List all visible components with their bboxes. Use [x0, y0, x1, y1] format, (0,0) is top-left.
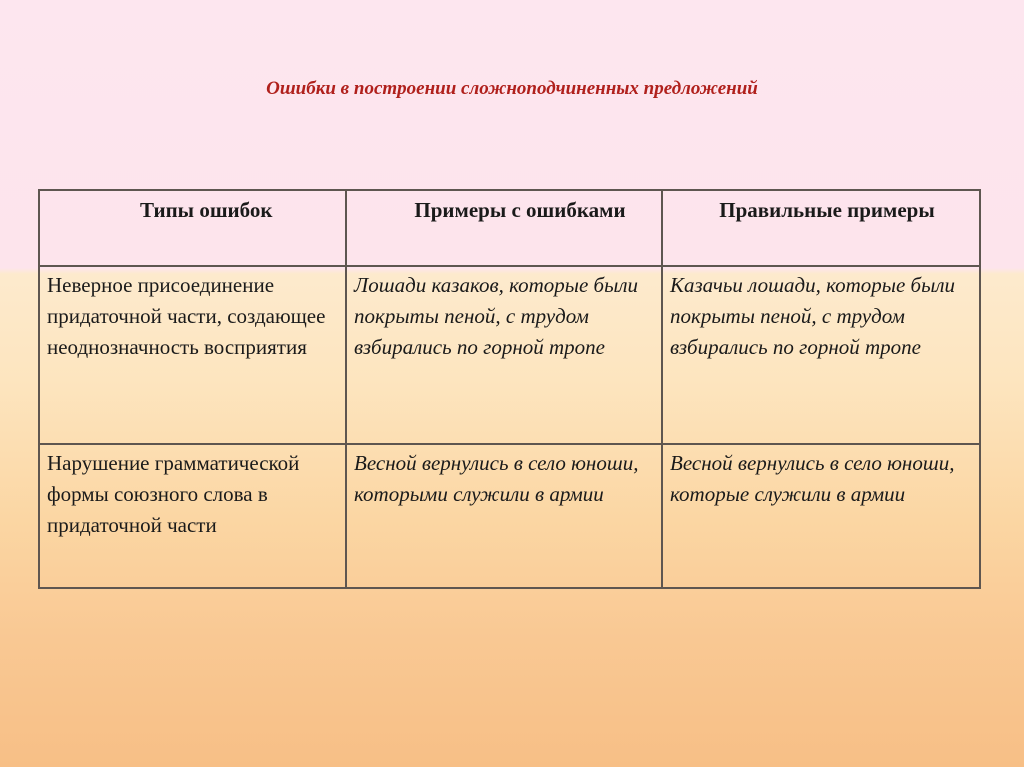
- header-error-types: Типы ошибок: [39, 190, 346, 266]
- table-row: [39, 266, 980, 444]
- error-type-cell: Нарушение грамматической формы союзного слова в придаточной части: [39, 444, 346, 588]
- wrong-example-cell: Лошади казаков, которые были покрыты пеной, с трудом взбирались по горной тропе: [346, 266, 662, 444]
- correct-example-cell: Казачьи лошади, которые были покрыты пеной, с трудом взбирались по горной тропе: [662, 266, 980, 444]
- correct-example-cell: Весной вернулись в село юноши, которые служили в армии: [662, 444, 980, 588]
- header-correct-examples: Правильные примеры: [662, 190, 980, 266]
- wrong-example-cell: Весной вернулись в село юноши, которыми служили в армии: [346, 444, 662, 588]
- table-row: [39, 444, 980, 588]
- table-header-row: [39, 190, 980, 266]
- error-type-cell: Неверное присоединение придаточной части, создающее неоднозначность восприятия: [39, 266, 346, 444]
- errors-table: [38, 189, 981, 589]
- header-wrong-examples: Примеры с ошибками: [346, 190, 662, 266]
- slide-title: Ошибки в построении сложноподчиненных предложений: [266, 78, 758, 99]
